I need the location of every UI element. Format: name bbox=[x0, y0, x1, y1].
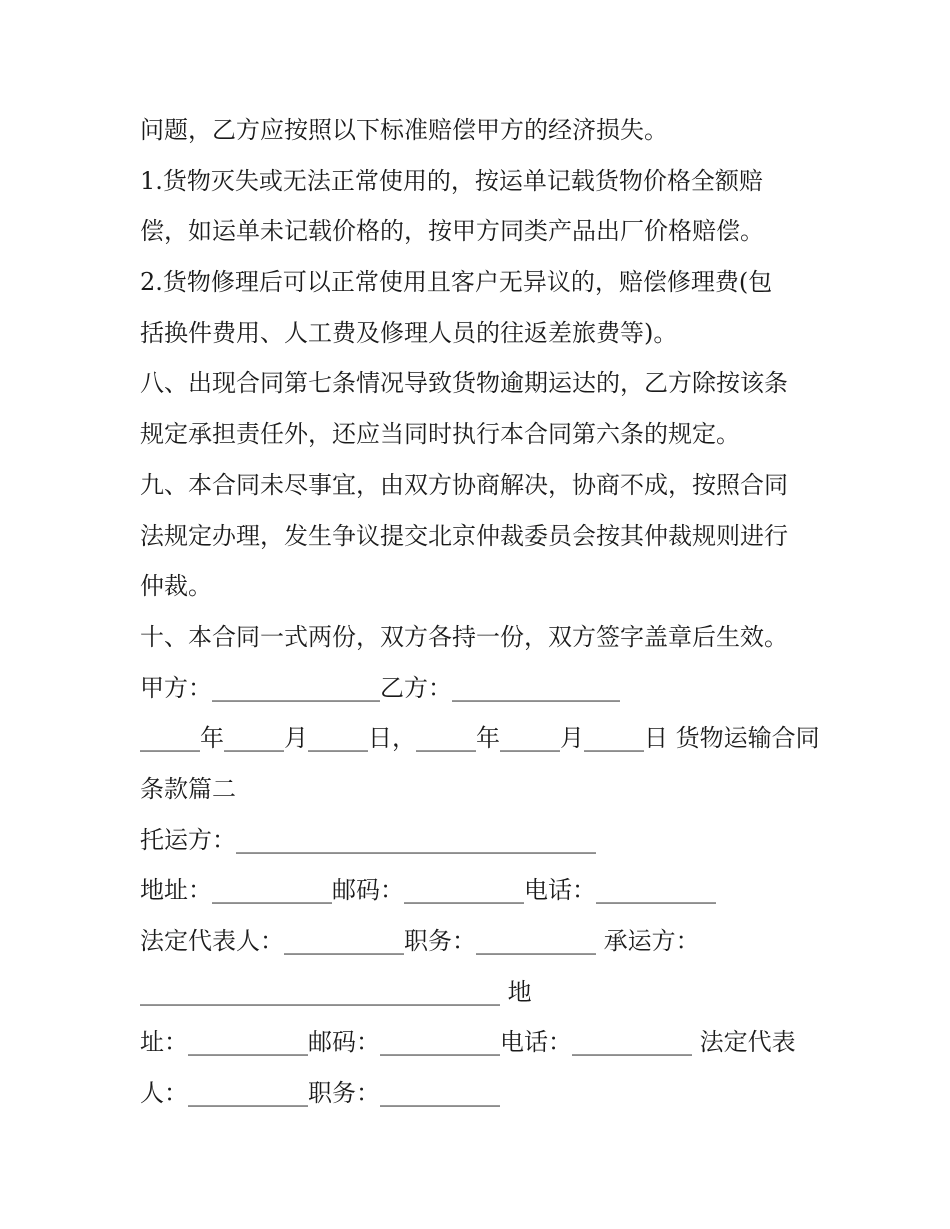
address-line: 地址：__________邮码：__________电话：__________ bbox=[140, 876, 716, 905]
representative-line: 法定代表人：__________职务：__________ 承运方： bbox=[140, 927, 700, 955]
contract-text bbox=[140, 105, 820, 1119]
text-line: 仲裁。 bbox=[140, 572, 212, 601]
text-line: 2.货物修理后可以正常使用且客户无异议的，赔偿修理费(包 bbox=[140, 268, 773, 297]
shipper-line: 托运方：______________________________ bbox=[140, 825, 596, 854]
text-line: 八、出现合同第七条情况导致货物逾期运达的，乙方除按该条 bbox=[140, 369, 788, 398]
text-line: 法规定办理，发生争议提交北京仲裁委员会按其仲裁规则进行 bbox=[140, 521, 788, 550]
text-line: 十、本合同一式两份，双方各持一份，双方签字盖章后生效。 bbox=[140, 622, 788, 651]
text-line: 九、本合同未尽事宜，由双方协商解决，协商不成，按照合同 bbox=[140, 470, 788, 499]
address-line: 址：__________邮码：__________电话：__________ 法定代表 bbox=[140, 1028, 796, 1057]
section-title: 条款篇二 bbox=[140, 774, 236, 803]
carrier-blank-line: ______________________________ 地 bbox=[140, 977, 532, 1006]
representative-line: 人：__________职务：__________ bbox=[140, 1079, 500, 1108]
text-line: 1.货物灭失或无法正常使用的，按运单记载货物价格全额赔 bbox=[140, 166, 763, 195]
text-line: 规定承担责任外，还应当同时执行本合同第六条的规定。 bbox=[140, 420, 740, 449]
text-line: 问题，乙方应按照以下标准赔偿甲方的经济损失。 bbox=[140, 116, 668, 144]
text-line: 括换件费用、人工费及修理人员的往返差旅费等)。 bbox=[140, 318, 678, 347]
date-line: _____年_____月_____日，_____年_____月_____日 货物运输合同 bbox=[140, 724, 820, 753]
signature-line: 甲方：______________乙方：______________ bbox=[140, 673, 620, 702]
text-line: 偿，如运单未记载价格的，按甲方同类产品出厂价格赔偿。 bbox=[140, 217, 764, 246]
